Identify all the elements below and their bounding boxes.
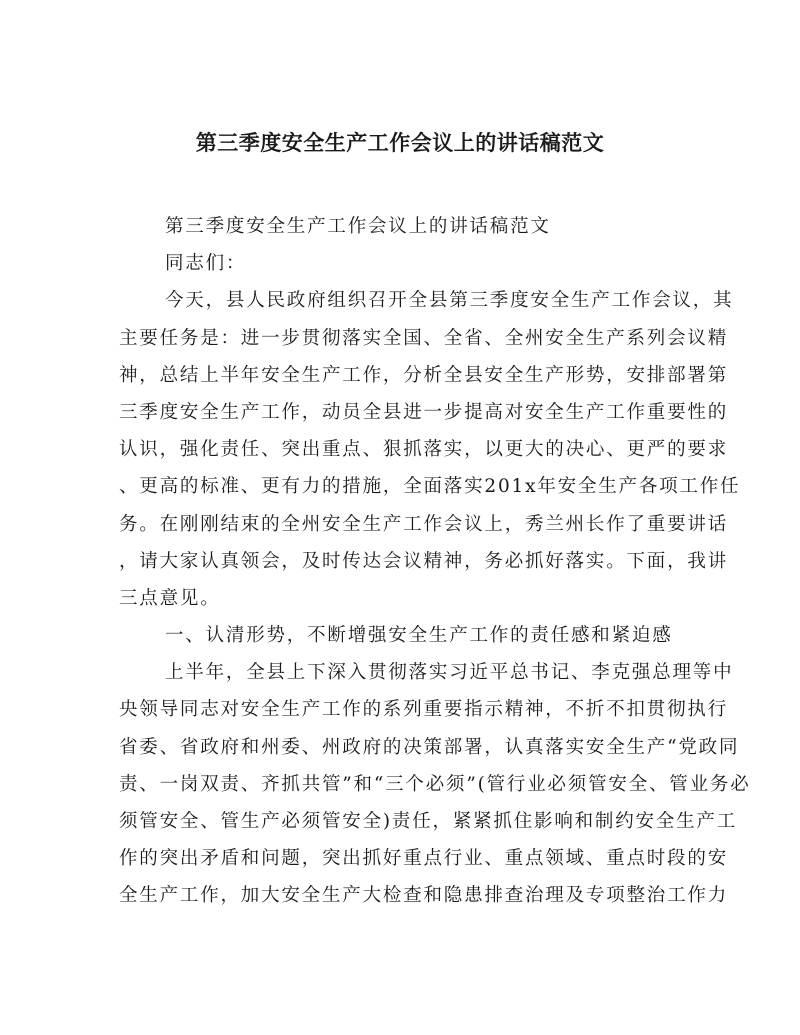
body-line: 须管安全、管生产必须管安全)责任，紧紧抓住影响和制约安全生产工 [119,811,738,832]
body-line: 务。在刚刚结束的全州安全生产工作会议上，秀兰州长作了重要讲话 [119,513,729,535]
body-line: ，请大家认真领会，及时传达会议精神，务必抓好落实。下面，我讲 [119,550,729,572]
body-line: 主要任务是：进一步贯彻落实全国、全省、全州安全生产系列会议精 [119,327,729,349]
document-body [119,208,751,915]
body-line: 第三季度安全生产工作会议上的讲话稿范文 [165,216,551,237]
document-title: 第三季度安全生产工作会议上的讲话稿范文 [195,131,605,155]
body-line: 今天，县人民政府组织召开全县第三季度安全生产工作会议，其 [165,290,734,312]
body-line: 三季度安全生产工作，动员全县进一步提高对安全生产工作重要性的 [119,401,729,423]
body-line: 省委、省政府和州委、州政府的决策部署，认真落实安全生产“党政同 [119,736,740,758]
body-line: 神，总结上半年安全生产工作，分析全县安全生产形势，安排部署第 [119,364,729,386]
body-line: 央领导同志对安全生产工作的系列重要指示精神，不折不扣贯彻执行 [119,699,729,721]
body-line: 同志们： [165,253,247,275]
body-line: 责、一岗双责、齐抓共管”和“三个必须”(管行业必须管安全、管业务必 [119,773,751,795]
body-line: 三点意见。 [119,587,221,609]
body-line: 认识，强化责任、突出重点、狠抓落实，以更大的决心、更严的要求 [119,439,729,461]
section-heading: 一、认清形势，不断增强安全生产工作的责任感和紧迫感 [165,625,673,647]
body-line: 上半年，全县上下深入贯彻落实习近平总书记、李克强总理等中 [165,662,734,684]
body-line: 作的突出矛盾和问题，突出抓好重点行业、重点领域、重点时段的安 [119,848,729,870]
body-line: 、更高的标准、更有力的措施，全面落实201x年安全生产各项工作任 [119,476,741,498]
body-line: 全生产工作，加大安全生产大检查和隐患排查治理及专项整治工作力 [119,885,729,907]
